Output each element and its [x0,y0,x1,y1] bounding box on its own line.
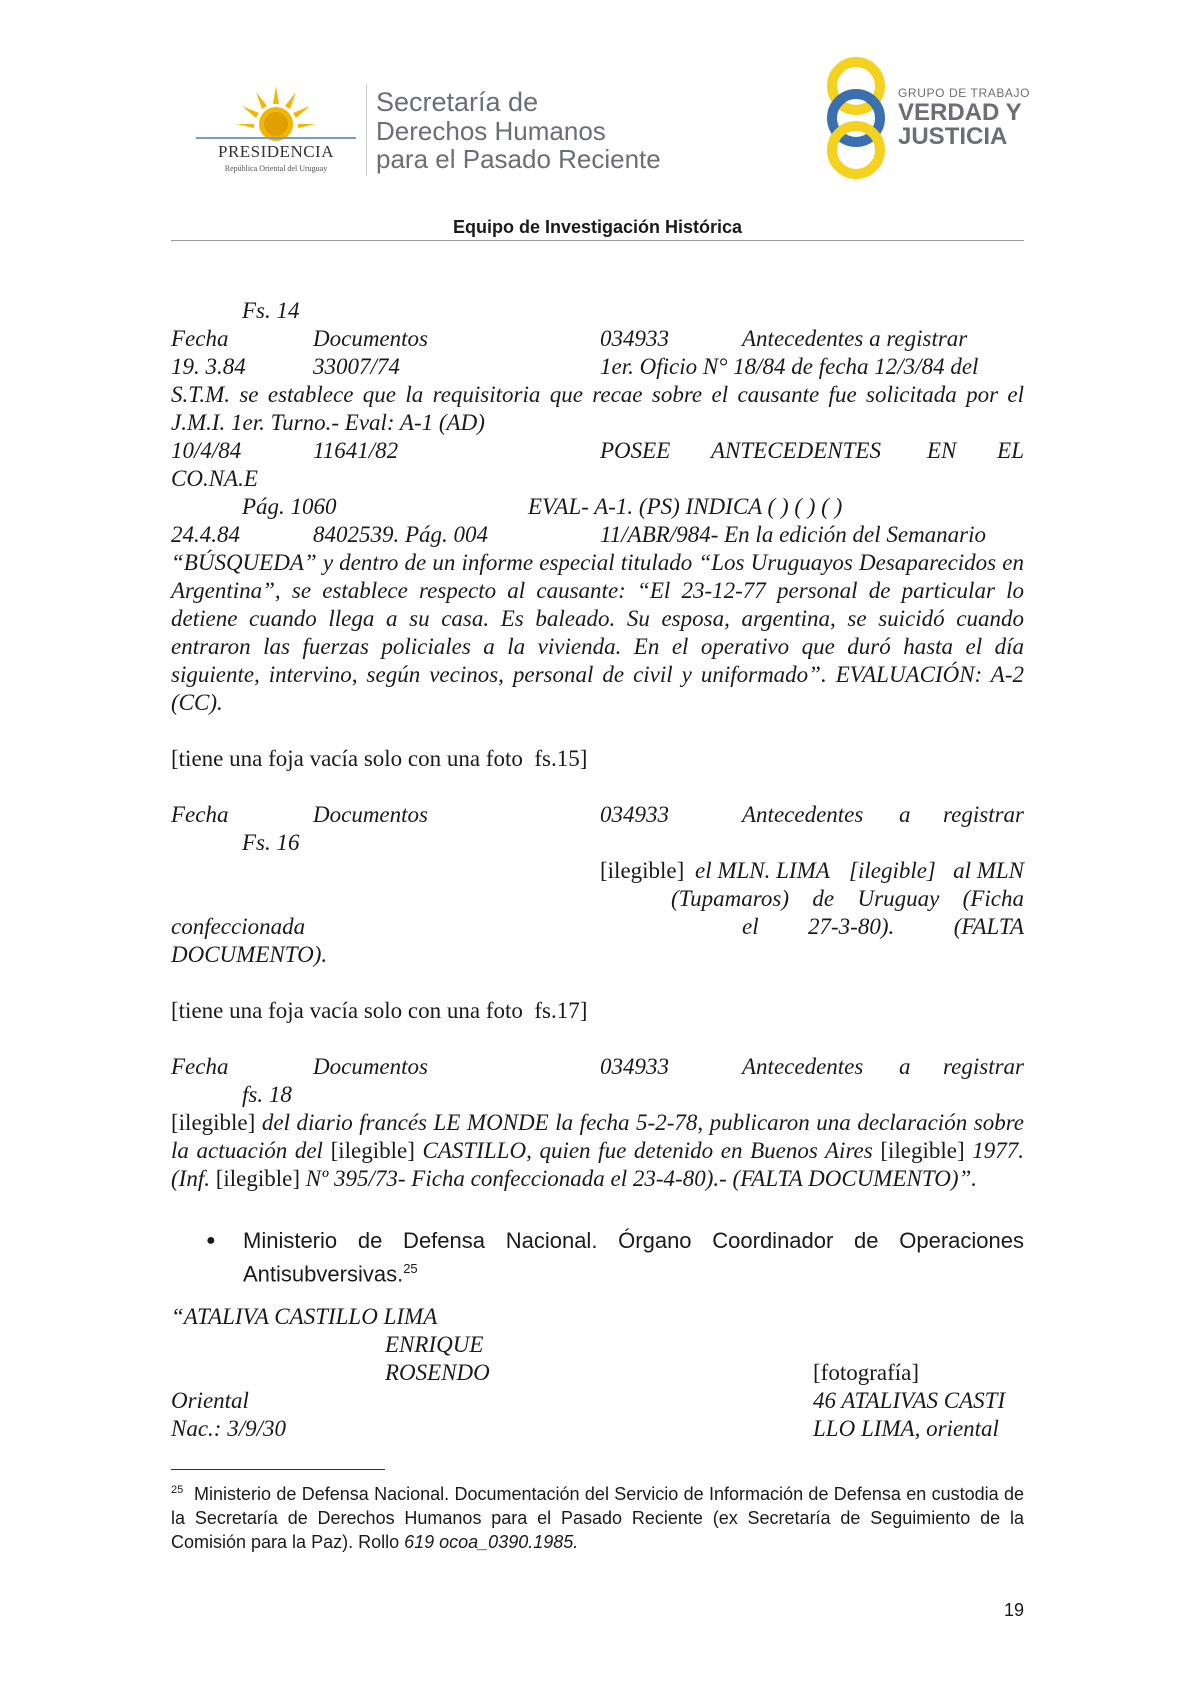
falta: (FALTA [953,914,1024,939]
ataliva-name: “ATALIVA CASTILLO LIMA [171,1304,438,1329]
col-a: a [899,1054,911,1079]
row-word: EN [927,438,957,463]
row-word: EL [997,438,1024,463]
confeccionada: confeccionada [171,914,306,939]
illegible-mark: [ilegible] [880,1138,965,1163]
bullet-label: Ministerio de Defensa Nacional. Órgano Coordinador de Operaciones Antisubversivas. [243,1228,1024,1287]
bullet-dot: ● [206,1232,216,1249]
le-monde-text: 1977. (Inf. [171,1138,1025,1191]
col-registrar: registrar [943,1054,1024,1079]
row-doc: 33007/74 [313,354,400,379]
col-antecedentes: Antecedentes [742,1054,864,1079]
sun-icon [234,82,318,142]
team-title: Equipo de Investigación Histórica [452,217,743,237]
record-header-3 [171,1053,1024,1081]
mln-text: al MLN [953,858,1024,883]
mln-text: el MLN. LIMA [695,858,830,883]
footnote-ref: 25 [403,1261,418,1276]
col-documentos: Documentos [313,802,428,827]
col-number: 034933 [600,802,669,827]
eval-line: EVAL- A-1. (PS) INDICA ( ) ( ) ( ) [528,494,843,519]
gt-line3: JUSTICIA [898,123,1008,150]
illegible-mark: [ilegible] [600,858,685,883]
gt-line2: VERDAD Y [898,99,1022,126]
row-doc: 11641/82 [313,438,399,463]
col-documentos: Documentos [313,1054,428,1079]
row-text: 11/ABR/984- En la edición del Semanario [600,522,987,547]
note-fs15: [tiene una foja vacía solo con una foto fs.15] [171,746,588,771]
enrique: ENRIQUE [385,1332,484,1357]
secretaria-line1: Secretaría de [376,87,539,117]
row-word: POSEE [600,438,671,463]
row-word: ANTECEDENTES [711,438,881,463]
row-date: 10/4/84 [171,438,242,463]
row-doc: 8402539. Pág. 004 [313,522,489,547]
col-fecha: Fecha [171,326,229,351]
footnote-ref: 619 ocoa_0390.1985. [404,1532,579,1552]
presidencia-title: PRESIDENCIA [217,142,334,161]
fs14: Fs. 14 [242,298,300,323]
col-documentos: Documentos [313,326,428,351]
record-row-2 [171,437,1024,465]
record-header-1 [171,325,1024,353]
record-row-1 [171,353,1024,381]
mln-line-1 [171,857,1024,885]
el: el [742,914,759,939]
col-a: a [899,802,911,827]
date: 27-3-80). [808,914,895,939]
le-monde-text: del diario francés LE MONDE la fecha 5-2-78, publicaron una declaración sobre la actuación del [171,1110,1025,1163]
col-fecha: Fecha [171,1054,229,1079]
row-date: 19. 3.84 [171,354,246,379]
verdad-justicia-logo [820,56,1030,181]
gt-line1: GRUPO DE TRABAJO [898,86,1031,100]
le-monde-text: Nº 395/73- Ficha confeccionada el 23-4-80).- (FALTA DOCUMENTO)”. [305,1166,978,1191]
record-row-3 [171,521,1024,549]
rosendo: ROSENDO [385,1360,490,1385]
ataliva-caption-2: LLO LIMA, oriental [813,1416,999,1441]
logo-divider [366,84,367,176]
le-monde-text: CASTILLO, quien fue detenido en Buenos Aires [422,1138,873,1163]
record-row-1-continued: S.T.M. se establece que la requisitoria que recae sobre el causante fue solicitada por el J.M.I. 1er. Turno.- Eval: A-1 (AD) [171,382,1024,435]
mln-line-3 [171,913,1024,941]
col-registrar: registrar [943,802,1024,827]
documento: DOCUMENTO). [171,942,328,967]
presidencia-subtitle: República Oriental del Uruguay [224,164,328,173]
footnote-number: 25 [171,1484,184,1496]
header-rule [171,240,1024,241]
pag-1060: Pág. 1060 [242,494,337,519]
illegible-mark: [ilegible] [330,1138,415,1163]
fs16: Fs. 16 [242,830,300,855]
fotografia: [fotografía] [813,1360,919,1385]
footnote [171,1478,1024,1554]
nac: Nac.: 3/9/30 [171,1416,286,1441]
illegible-mark: [ilegible] [215,1166,301,1191]
secretaria-line2: Derechos Humanos [376,116,606,146]
secretaria-logo-text [376,88,661,173]
le-monde-paragraph [171,1109,1024,1193]
record-row-3-continued: “BÚSQUEDA” y dentro de un informe especial titulado “Los Uruguayos Desaparecidos en Argentina”, se establece respecto al causante: “El 23-12-77 personal de particular lo detiene cuando llega a su casa. Es baleado. Su esposa, argentina, se suicidó cuando entraron las fuerzas policiales a la vivienda. En el operativo que duró hasta el día siguiente, intervino, según vecinos, personal de civil y uniformado”. EVALUACIÓN: A-2 (CC). [171,550,1024,715]
secretaria-line3: para el Pasado Reciente [376,144,661,174]
footnote-rule [171,1469,385,1470]
illegible-mark: [ilegible] [171,1110,256,1135]
ataliva-caption-1: 46 ATALIVAS CASTI [813,1388,1006,1413]
col-antecedentes: Antecedentes a registrar [742,326,968,351]
col-antecedentes: Antecedentes [742,802,864,827]
note-fs17: [tiene una foja vacía solo con una foto fs.17] [171,998,588,1023]
row-text: 1er. Oficio N° 18/84 de fecha 12/3/84 del [600,354,979,379]
col-number: 034933 [600,326,669,351]
presidencia-logo [196,82,356,180]
footnote-text: Ministerio de Defensa Nacional. Documentación del Servicio de Información de Defensa en custodia de la Secretaría de Derechos Humanos para el Pasado Reciente (ex Secretaría de Seguimiento de la Comisión para la Paz). Rollo [171,1484,1024,1552]
illegible-mark: [ilegible] [849,858,936,883]
row-date: 24.4.84 [171,522,240,547]
col-fecha: Fecha [171,802,229,827]
col-number: 034933 [600,1054,669,1079]
record-header-2 [171,801,1024,829]
oriental: Oriental [171,1388,249,1413]
rings-icon [820,56,892,180]
record-row-2-continued: CO.NA.E [171,466,258,491]
page-number: 19 [1003,1600,1024,1620]
mln-line-2: (Tupamaros) de Uruguay (Ficha [671,886,1024,911]
bullet-text [243,1227,1024,1288]
fs18: fs. 18 [242,1082,292,1107]
